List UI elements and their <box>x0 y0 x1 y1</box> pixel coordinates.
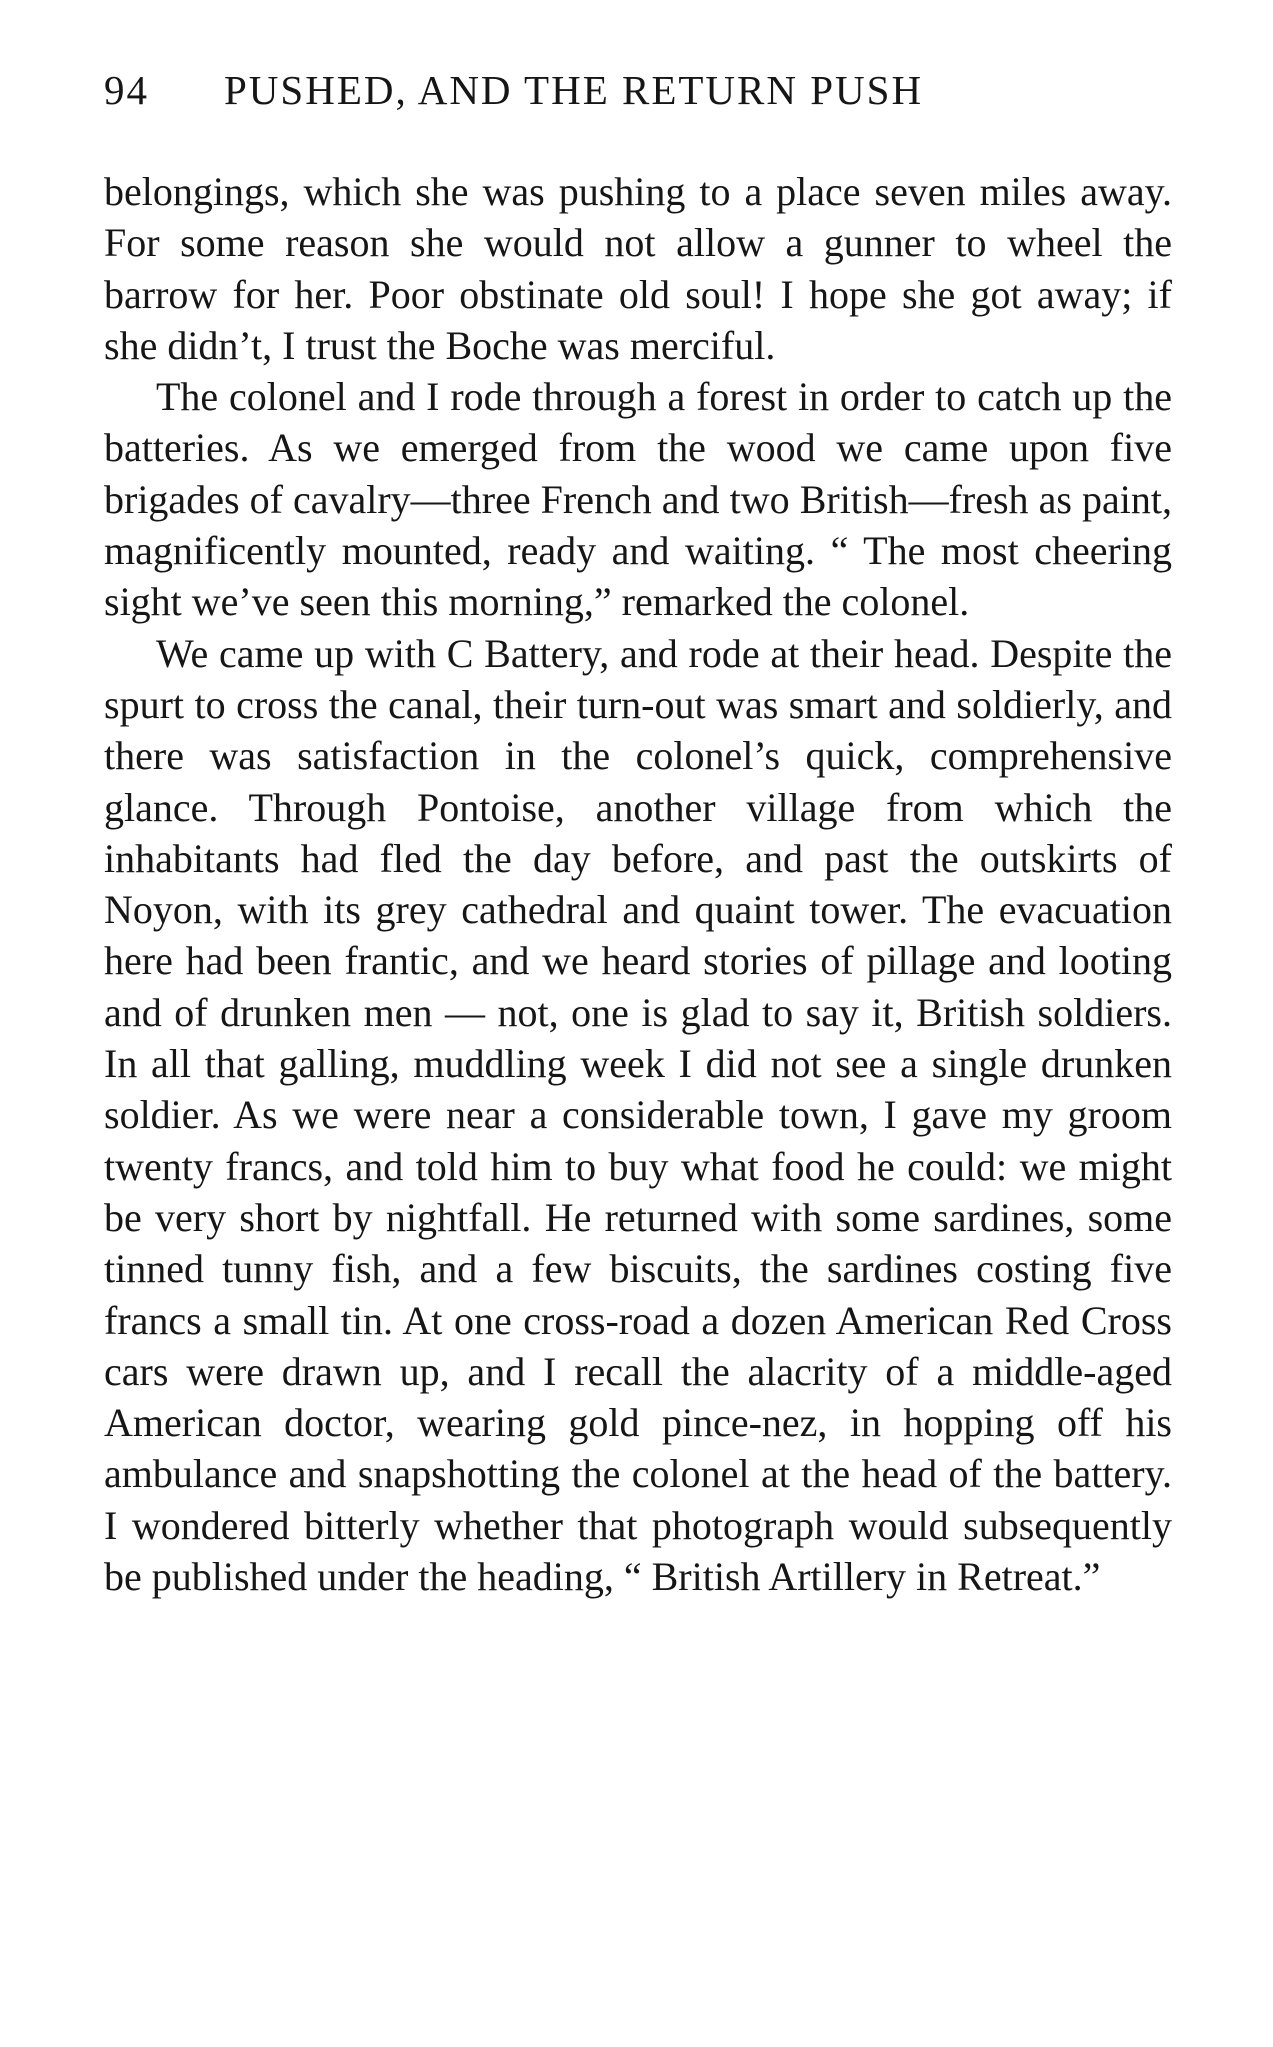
paragraph-continuation: belongings, which she was pushing to a place seven miles away. For some reason she would not allow a gunner to wheel the barrow for her. Poor obstinate old soul! I hope she got away; if she didn’t, I trust the Boche was merciful. <box>104 169 1172 368</box>
running-head <box>104 66 1172 126</box>
paragraph-colonel-ride: The colonel and I rode through a forest in order to catch up the batteries. As we emerged from the wood we came upon five brigades of cavalry—three French and two British—fresh as paint, magnificently mounted, ready and waiting. “ The most cheering sight we’ve seen this morning,” remarked the colonel. <box>104 374 1172 625</box>
running-title: PUSHED, AND THE RETURN PUSH <box>224 67 924 113</box>
page-number: 94 <box>104 67 149 113</box>
book-page <box>104 66 1172 1602</box>
body-text <box>104 166 1172 1602</box>
paragraph-c-battery: We came up with C Battery, and rode at their head. Despite the spurt to cross the canal, their turn-out was smart and soldierly, and there was satisfaction in the colonel’s quick, comprehensive glance. Through Pontoise, another village from which the inhabitants had fled the day before, and past the outskirts of Noyon, with its grey cathedral and quaint tower. The evacuation here had been frantic, and we heard stories of pillage and looting and of drunken men — not, one is glad to say it, British soldiers. In all that galling, muddling week I did not see a single drunken soldier. As we were near a considerable town, I gave my groom twenty francs, and told him to buy what food he could: we might be very short by nightfall. He returned with some sardines, some tinned tunny fish, and a few biscuits, the sardines costing five francs a small tin. At one cross-road a dozen American Red Cross cars were drawn up, and I recall the alacrity of a middle-aged American doctor, wearing gold pince-nez, in hopping off his ambulance and snapshotting the colonel at the head of the battery. I wondered bitterly whether that photograph would subsequently be published under the heading, “ British Artillery in Retreat.” <box>104 630 1172 1600</box>
